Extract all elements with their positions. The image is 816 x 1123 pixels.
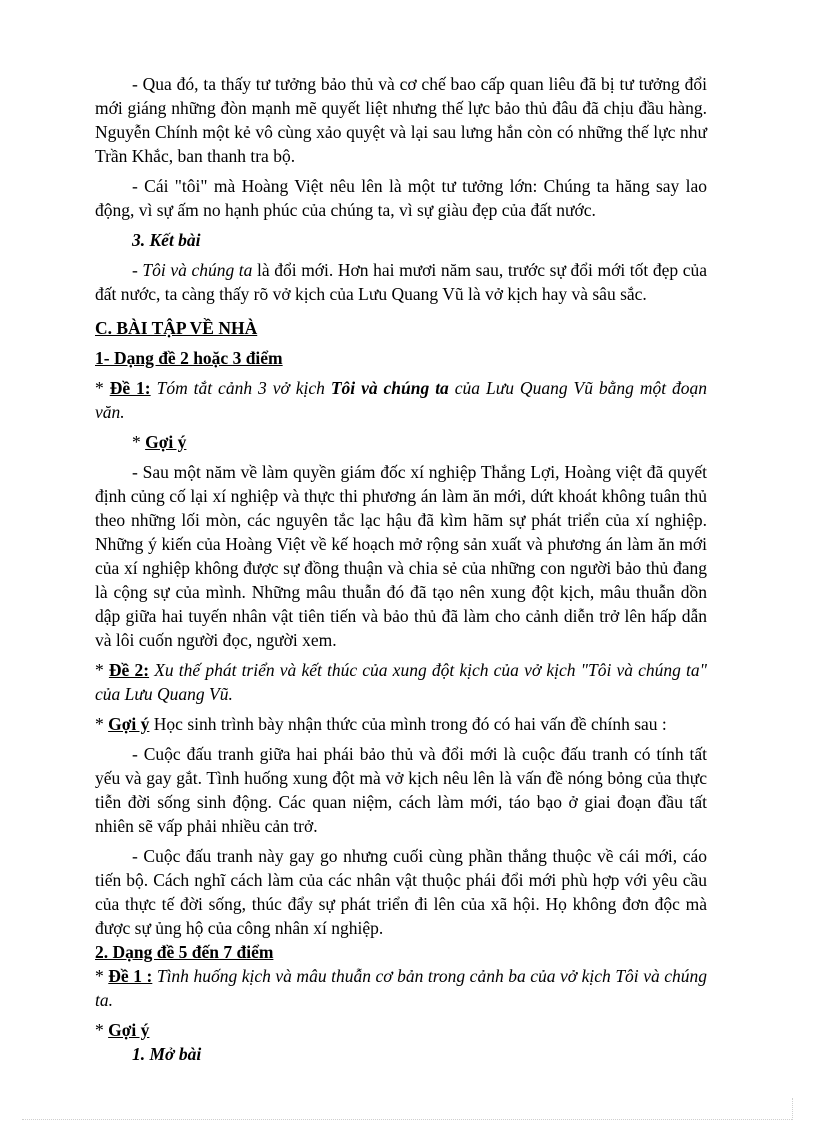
exercise-3-label: Đề 1 : [108, 966, 153, 986]
hint-1-heading [95, 430, 707, 454]
paragraph-struggle-inevitable: - Cuộc đấu tranh giữa hai phái bảo thủ và đổi mới là cuộc đấu tranh có tính tất yếu và gay gắt. Tình huống xung đột mà vở kịch nêu lên là vấn đề nóng bỏng của thực tiễn đời sống sinh động. Các quan niệm, cách làm mới, táo bạo ở giai đoạn đầu tất nhiên sẽ vấp phải nhiều cản trở. [95, 744, 707, 836]
paragraph-conclusion [95, 258, 707, 306]
heading-type-2: 2. Dạng đề 5 đến 7 điểm [95, 942, 274, 962]
hint-2-heading [95, 712, 707, 736]
heading-type-1: 1- Dạng đề 2 hoặc 3 điểm [95, 348, 283, 368]
exercise-1-text-b: của Lưu Quang Vũ bằng một đoạn văn. [95, 378, 708, 422]
paragraph-scene-summary: - Sau một năm về làm quyền giám đốc xí nghiệp Thắng Lợi, Hoàng việt đã quyết định củng cố lại xí nghiệp và thực thi phương án làm ăn mới, dứt khoát không tuân thủ theo những lối mòn, các nguyên tắc lạc hậu đã kìm hãm sự phát triển của xí nghiệp. Những ý kiến của Hoàng Việt về kế hoạch mở rộng sản xuất và phương án làm ăn mới của xí nghiệp không được sự đồng thuận và chia sẻ của những con người bảo thủ đang là cộng sự của mình. Những mâu thuẫn đó đã tạo nên xung đột kịch, mâu thuẫn dồn dập giữa hai tuyến nhân vật tiên tiến và bảo thủ đã làm cho cảnh diễn trở lên hấp dẫn và lôi cuốn người đọc, người xem. [95, 462, 707, 650]
text-column [95, 72, 707, 1066]
bullet-star: * [95, 378, 110, 398]
exercise-3-prompt [95, 964, 707, 1012]
bullet-star: * [95, 1020, 109, 1040]
hint-2-label: Gợi ý [108, 714, 150, 734]
exercise-1-play-title: Tôi và chúng ta [330, 378, 449, 398]
exercise-1-text-a: Tóm tắt cảnh 3 vở kịch [150, 378, 331, 398]
heading-ket-bai: 3. Kết bài [132, 230, 201, 250]
hint-2-text: Học sinh trình bày nhận thức của mình trong đó có hai vấn đề chính sau : [149, 714, 667, 734]
heading-mo-bai: 1. Mở bài [132, 1044, 202, 1064]
page-corner-border [792, 1098, 793, 1120]
paragraph-struggle-victory: - Cuộc đấu tranh này gay go nhưng cuối cùng phần thắng thuộc về cái mới, cáo tiến bộ. Cách nghĩ cách làm của các nhân vật thuộc phái đổi mới phù hợp với yêu cầu của thực tế đời sống, thúc đẩy sự phát triển đi lên của xã hội. Họ không đơn độc mà được sự ủng hộ của công nhân xí nghiệp. [95, 846, 707, 938]
hint-1-label: Gợi ý [145, 432, 187, 452]
section-homework-heading: C. BÀI TẬP VỀ NHÀ [95, 318, 258, 338]
conclusion-text: là đổi mới. Hơn hai mươi năm sau, trước sự đổi mới tốt đẹp của đất nước, ta càng thấy rõ vở kịch của Lưu Quang Vũ là vở kịch hay và sâu sắc. [95, 260, 708, 304]
exercise-1-label: Đề 1: [109, 378, 151, 398]
bullet-star: * [95, 660, 109, 680]
bullet-star: * [132, 432, 146, 452]
exercise-2-text: Xu thế phát triển và kết thúc của xung đột kịch của vở kịch "Tôi và chúng ta" của Lưu Quang Vũ. [95, 660, 708, 704]
hint-3-label: Gợi ý [108, 1020, 150, 1040]
exercise-2-label: Đề 2: [108, 660, 150, 680]
hint-3-heading [95, 1018, 707, 1042]
play-title: Tôi và chúng ta [142, 260, 253, 280]
exercise-1-prompt [95, 376, 707, 424]
paragraph-conservative-forces: - Qua đó, ta thấy tư tưởng bảo thủ và cơ chế bao cấp quan liêu đã bị tư tưởng đổi mới giáng những đòn mạnh mẽ quyết liệt nhưng thế lực bảo thủ đâu đã chịu đầu hàng. Nguyễn Chính một kẻ vô cùng xảo quyệt và lại sau lưng hắn còn có những thế lực như Trần Khắc, ban thanh tra bộ. [95, 74, 707, 166]
bullet-star: * [95, 966, 109, 986]
page-bottom-border [22, 1119, 792, 1120]
bullet-star: * [95, 714, 109, 734]
exercise-3-text: Tình huống kịch và mâu thuẫn cơ bản trong cảnh ba của vở kịch Tôi và chúng ta. [95, 966, 708, 1010]
exercise-2-prompt [95, 658, 707, 706]
paragraph-toi-idea: - Cái "tôi" mà Hoàng Việt nêu lên là một tư tưởng lớn: Chúng ta hăng say lao động, vì sự ấm no hạnh phúc của chúng ta, vì sự giàu đẹp của đất nước. [95, 176, 707, 220]
dash: - [132, 260, 143, 280]
